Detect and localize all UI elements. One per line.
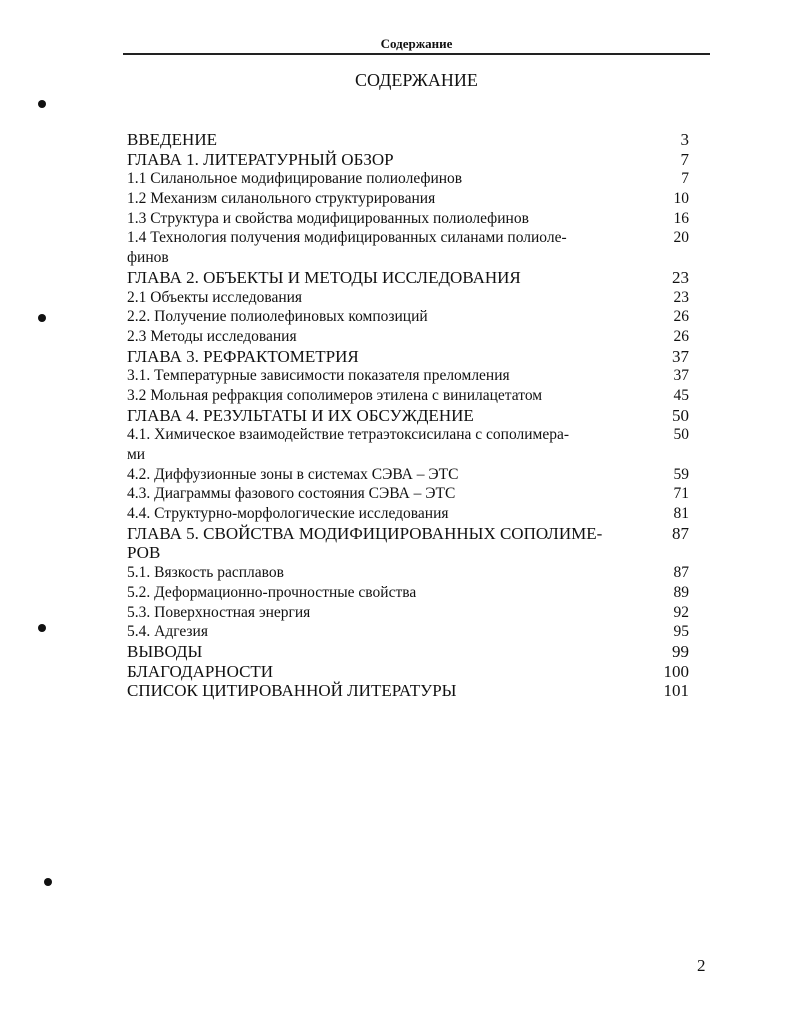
- toc-entry-page: 20: [673, 229, 689, 247]
- toc-entry-title: 4.3. Диаграммы фазового состояния СЭВА – ЭТС: [127, 485, 456, 503]
- toc-entry-page: 50: [673, 426, 689, 444]
- toc-entry-title: 1.4 Технология получения модифицированных силанами полиоле-: [127, 229, 567, 247]
- toc-entry-title: 2.1 Объекты исследования: [127, 288, 303, 306]
- toc-entry-page: 7: [680, 149, 689, 169]
- toc-entry: [127, 268, 689, 288]
- toc-entry-title: 3.2 Мольная рефракция сополимеров этилена с винилацетатом: [127, 386, 543, 404]
- toc-entry: [127, 347, 689, 367]
- toc-entry-page: 7: [681, 170, 689, 188]
- toc-entry-title: ГЛАВА 5. СВОЙСТВА МОДИФИЦИРОВАННЫХ СОПОЛИМЕ-: [127, 523, 603, 543]
- toc-entry-title: СПИСОК ЦИТИРОВАННОЙ ЛИТЕРАТУРЫ: [127, 681, 457, 701]
- toc-entry-title: 1.3 Структура и свойства модифицированных полиолефинов: [127, 209, 529, 227]
- toc-entry-continuation: [127, 445, 689, 465]
- toc-entry-title-cont: финов: [127, 249, 169, 267]
- toc-entry: [127, 169, 689, 189]
- toc-entry-title: ГЛАВА 3. РЕФРАКТОМЕТРИЯ: [127, 346, 359, 366]
- toc-entry: [127, 386, 689, 406]
- toc-entry: [127, 307, 689, 327]
- toc-entry-page: 100: [663, 661, 689, 681]
- toc-entry-page: 26: [673, 327, 689, 345]
- toc-entry-page: 23: [673, 288, 689, 306]
- toc-entry: [127, 681, 689, 701]
- toc-entry-title: ГЛАВА 2. ОБЪЕКТЫ И МЕТОДЫ ИССЛЕДОВАНИЯ: [127, 267, 521, 287]
- toc-entry: [127, 150, 689, 170]
- toc-entry: [127, 524, 689, 544]
- binder-hole-mark: [44, 878, 52, 886]
- toc-entry-title: ГЛАВА 1. ЛИТЕРАТУРНЫЙ ОБЗОР: [127, 149, 394, 169]
- toc-entry-page: 59: [673, 465, 689, 483]
- toc-entry-page: 71: [673, 485, 689, 503]
- header-rule: [123, 53, 710, 55]
- toc-entry: [127, 504, 689, 524]
- toc-entry-page: 101: [663, 681, 689, 701]
- toc-entry-title: 5.2. Деформационно-прочностные свойства: [127, 583, 417, 601]
- running-header: Содержание: [380, 36, 453, 51]
- toc-entry-page: 26: [673, 308, 689, 326]
- toc-entry-page: 87: [672, 523, 689, 543]
- toc-entry-page: 89: [673, 583, 689, 601]
- toc-entry-title: ВЫВОДЫ: [127, 641, 203, 661]
- toc-entry-title: 5.4. Адгезия: [127, 623, 208, 641]
- toc-entry-title: 4.1. Химическое взаимодействие тетраэтоксисилана с сополимера-: [127, 426, 570, 444]
- toc-entry-page: 45: [673, 386, 689, 404]
- binder-hole-mark: [38, 314, 46, 322]
- toc-entry-title: 4.2. Диффузионные зоны в системах СЭВА – ЭТС: [127, 465, 459, 483]
- toc-entry: [127, 228, 689, 248]
- toc-entry-page: 3: [680, 130, 689, 149]
- table-of-contents: [127, 130, 689, 701]
- toc-entry: [127, 465, 689, 485]
- toc-entry-title-cont: ми: [127, 446, 146, 463]
- toc-entry: [127, 209, 689, 229]
- toc-entry: [127, 583, 689, 603]
- toc-entry-title: 5.1. Вязкость расплавов: [127, 564, 284, 582]
- toc-entry-title: 2.3 Методы исследования: [127, 327, 297, 345]
- toc-entry-title-cont: РОВ: [127, 543, 161, 563]
- toc-entry-page: 87: [673, 564, 689, 582]
- toc-entry: [127, 622, 689, 642]
- toc-entry-title: БЛАГОДАРНОСТИ: [127, 661, 274, 681]
- toc-entry: [127, 288, 689, 308]
- toc-entry: [127, 130, 689, 150]
- binder-hole-mark: [38, 624, 46, 632]
- toc-entry: [127, 366, 689, 386]
- toc-entry-page: 81: [673, 505, 689, 523]
- binder-hole-mark: [38, 100, 46, 108]
- toc-entry-continuation: [127, 248, 689, 268]
- toc-entry-page: 99: [672, 641, 689, 661]
- page-title: СОДЕРЖАНИЕ: [355, 70, 478, 90]
- toc-entry-page: 10: [673, 190, 689, 208]
- toc-entry-title: ГЛАВА 4. РЕЗУЛЬТАТЫ И ИХ ОБСУЖДЕНИЕ: [127, 405, 474, 425]
- toc-entry-page: 37: [672, 346, 689, 366]
- toc-entry: [127, 406, 689, 426]
- toc-entry-title: 3.1. Температурные зависимости показателя преломления: [127, 367, 510, 385]
- toc-entry-title: 2.2. Получение полиолефиновых композиций: [127, 308, 428, 326]
- page-number: 2: [697, 956, 706, 975]
- toc-entry: [127, 662, 689, 682]
- toc-entry-title: ВВЕДЕНИЕ: [127, 130, 217, 149]
- toc-entry: [127, 563, 689, 583]
- toc-entry-continuation: [127, 543, 689, 563]
- toc-entry: [127, 642, 689, 662]
- toc-entry-page: 37: [673, 367, 689, 385]
- toc-entry-page: 95: [673, 623, 689, 641]
- toc-entry: [127, 189, 689, 209]
- toc-entry-page: 23: [672, 267, 689, 287]
- toc-entry-title: 5.3. Поверхностная энергия: [127, 603, 311, 621]
- toc-entry-page: 92: [673, 603, 689, 621]
- toc-entry: [127, 425, 689, 445]
- toc-entry: [127, 327, 689, 347]
- toc-entry: [127, 484, 689, 504]
- toc-entry-page: 16: [673, 209, 689, 227]
- toc-entry-page: 50: [672, 405, 689, 425]
- toc-entry: [127, 603, 689, 623]
- toc-entry-title: 1.2 Механизм силанольного структурирования: [127, 190, 436, 208]
- toc-entry-title: 1.1 Силанольное модифицирование полиолефинов: [127, 170, 463, 188]
- toc-entry-title: 4.4. Структурно-морфологические исследования: [127, 505, 449, 523]
